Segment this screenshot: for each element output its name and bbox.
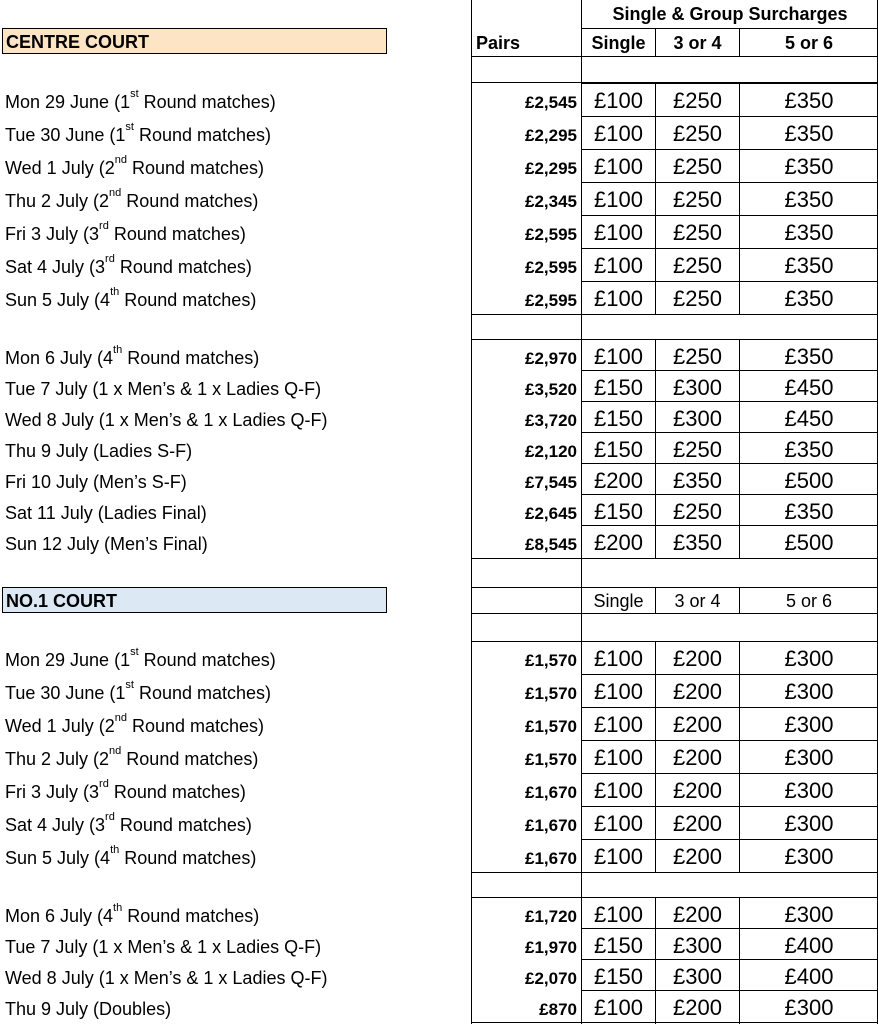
single-surcharge: £100 <box>594 286 643 311</box>
group-5-6-surcharge: £350 <box>784 437 834 462</box>
single-surcharge: £200 <box>594 468 643 493</box>
group-3-4-surcharge: £350 <box>673 530 722 555</box>
group-3-4-surcharge: £250 <box>673 154 722 179</box>
row-label <box>5 712 265 736</box>
pairs-price: £2,645 <box>525 504 577 523</box>
grid-line <box>582 641 878 642</box>
row-label-text: Sat 4 July (3 <box>5 257 106 277</box>
grid-line <box>582 494 878 495</box>
group-3-4-surcharge: £200 <box>673 811 722 836</box>
group-5-6-surcharge: £300 <box>784 646 834 671</box>
ordinal-suffix: th <box>110 844 120 856</box>
group-5-6-surcharge: £350 <box>784 253 834 278</box>
row-label-text: Wed 1 July (2 <box>5 716 115 736</box>
group-5-6-surcharge: £350 <box>784 121 834 146</box>
pairs-price: £2,345 <box>525 192 577 211</box>
pairs-price: £2,295 <box>525 126 577 145</box>
group-3-4-surcharge: £300 <box>673 964 722 989</box>
row-label-text: Fri 3 July (3 <box>5 224 100 244</box>
row-label-rest: Round matches) <box>138 650 276 670</box>
grid-line <box>582 432 878 433</box>
group-3-4-surcharge: £200 <box>673 902 722 927</box>
group-5-6-surcharge: £500 <box>784 530 834 555</box>
pairs-price: £2,970 <box>525 349 577 368</box>
group-3-4-surcharge: £250 <box>673 121 722 146</box>
grid-line <box>739 28 740 56</box>
group-5-6-surcharge: £500 <box>784 468 834 493</box>
row-label-rest: Round matches) <box>121 749 259 769</box>
grid-line <box>471 314 878 315</box>
ordinal-suffix: st <box>125 679 134 691</box>
pairs-price: £2,595 <box>525 225 577 244</box>
group-5-6-surcharge: £400 <box>784 933 834 958</box>
centre-court-header <box>2 28 387 54</box>
grid-line <box>471 587 878 588</box>
no1-court-title: NO.1 COURT <box>6 591 118 611</box>
grid-line <box>581 0 582 1024</box>
group-5-6-surcharge: £300 <box>784 745 834 770</box>
group-3-4-surcharge: £200 <box>673 712 722 737</box>
pairs-price: £2,295 <box>525 159 577 178</box>
group-5-6-surcharge: £350 <box>784 187 834 212</box>
pairs-column-header: Pairs <box>476 33 521 53</box>
grid-line <box>582 959 878 960</box>
pairs-price: £1,970 <box>525 938 577 957</box>
ordinal-suffix: th <box>110 286 120 298</box>
row-label <box>5 902 260 926</box>
grid-line <box>582 773 878 774</box>
row-label-text: Sun 5 July (4 <box>5 290 111 310</box>
group-3-4-surcharge: £250 <box>673 499 722 524</box>
single-surcharge: £100 <box>594 344 643 369</box>
group-3-4-surcharge: £200 <box>673 679 722 704</box>
ordinal-suffix: rd <box>105 811 115 823</box>
row-label-text: Mon 6 July (4 <box>5 906 114 926</box>
grid-line <box>655 587 656 613</box>
grid-line <box>582 215 878 216</box>
pairs-price: £2,595 <box>525 291 577 310</box>
group-3-4-surcharge: £200 <box>673 745 722 770</box>
group-5-6-surcharge: £350 <box>784 499 834 524</box>
row-label-rest: Round matches) <box>108 782 246 802</box>
row-label <box>5 968 327 988</box>
row-label-text: Thu 2 July (2 <box>5 749 110 769</box>
centre-court-title: CENTRE COURT <box>6 32 149 52</box>
ordinal-suffix: rd <box>99 778 109 790</box>
ordinal-suffix: nd <box>109 187 122 199</box>
pairs-price: £2,545 <box>525 93 577 112</box>
single-surcharge: £100 <box>594 88 643 113</box>
grid-line <box>582 740 878 741</box>
group-5-6-surcharge: £300 <box>784 902 834 927</box>
row-label <box>5 379 321 399</box>
pairs-price: £1,670 <box>525 849 577 868</box>
row-label <box>5 778 246 802</box>
pairs-price: £2,070 <box>525 969 577 988</box>
row-label-text: Sun 12 July (Men’s Final) <box>5 534 208 554</box>
no1-five-six-subheader: 5 or 6 <box>785 591 833 611</box>
group-3-4-surcharge: £200 <box>673 995 722 1020</box>
ordinal-suffix: th <box>113 902 123 914</box>
row-label-text: Tue 30 June (1 <box>5 125 126 145</box>
row-label <box>5 679 272 703</box>
row-label-text: Wed 8 July (1 x Men’s & 1 x Ladies Q-F) <box>5 410 328 430</box>
single-surcharge: £150 <box>594 437 643 462</box>
single-surcharge: £100 <box>594 646 643 671</box>
single-column-header: Single <box>591 33 646 53</box>
grid-line <box>655 83 656 314</box>
group-5-6-surcharge: £350 <box>784 154 834 179</box>
grid-line <box>655 28 656 56</box>
row-label-text: Tue 7 July (1 x Men’s & 1 x Ladies Q-F) <box>5 937 322 957</box>
group-5-6-surcharge: £300 <box>784 844 834 869</box>
pairs-price: £8,545 <box>525 535 577 554</box>
group-surcharge-header: Single & Group Surcharges <box>612 4 848 24</box>
row-label <box>5 121 272 145</box>
grid-line <box>582 674 878 675</box>
row-label-text: Thu 9 July (Doubles) <box>5 999 172 1019</box>
row-label-text: Thu 2 July (2 <box>5 191 110 211</box>
single-surcharge: £100 <box>594 902 643 927</box>
grid-line <box>582 928 878 929</box>
row-label-rest: Round matches) <box>122 348 260 368</box>
row-label-text: Thu 9 July (Ladies S-F) <box>5 441 193 461</box>
group-3-4-surcharge: £200 <box>673 844 722 869</box>
pairs-price: £1,670 <box>525 783 577 802</box>
group-3-4-surcharge: £200 <box>673 778 722 803</box>
grid-line <box>582 182 878 183</box>
single-surcharge: £100 <box>594 121 643 146</box>
group-3-4-surcharge: £300 <box>673 375 722 400</box>
group-3-4-surcharge: £300 <box>673 933 722 958</box>
row-label <box>5 154 265 178</box>
grid-line <box>471 613 878 614</box>
row-label <box>5 745 259 769</box>
grid-line <box>582 370 878 371</box>
single-surcharge: £100 <box>594 187 643 212</box>
grid-line <box>582 839 878 840</box>
grid-line <box>739 83 740 314</box>
grid-line <box>582 83 878 84</box>
group-3-4-surcharge: £250 <box>673 187 722 212</box>
row-label-text: Fri 10 July (Men’s S-F) <box>5 472 187 492</box>
pairs-price: £7,545 <box>525 473 577 492</box>
group-5-6-surcharge: £450 <box>784 406 834 431</box>
row-label-text: Wed 1 July (2 <box>5 158 115 178</box>
row-label-text: Mon 6 July (4 <box>5 348 114 368</box>
ordinal-suffix: nd <box>109 745 122 757</box>
grid-line <box>471 0 472 1024</box>
ordinal-suffix: st <box>125 121 134 133</box>
row-label <box>5 811 252 835</box>
row-label-text: Tue 30 June (1 <box>5 683 126 703</box>
single-surcharge: £100 <box>594 778 643 803</box>
pairs-price: £1,670 <box>525 816 577 835</box>
pairs-price: £1,570 <box>525 684 577 703</box>
row-label-text: Sat 11 July (Ladies Final) <box>5 503 207 523</box>
ordinal-suffix: nd <box>114 712 127 724</box>
single-surcharge: £100 <box>594 679 643 704</box>
no1-court-header <box>2 587 387 613</box>
row-label <box>5 844 257 868</box>
grid-line <box>582 339 878 340</box>
ordinal-suffix: st <box>130 88 139 100</box>
grid-line <box>582 990 878 991</box>
single-surcharge: £100 <box>594 811 643 836</box>
pairs-price: £1,570 <box>525 717 577 736</box>
group-5-6-surcharge: £300 <box>784 712 834 737</box>
pairs-price: £3,720 <box>525 411 577 430</box>
ordinal-suffix: rd <box>105 253 115 265</box>
row-label <box>5 286 257 310</box>
single-surcharge: £100 <box>594 154 643 179</box>
five-six-column-header: 5 or 6 <box>784 33 834 53</box>
group-5-6-surcharge: £450 <box>784 375 834 400</box>
group-5-6-surcharge: £300 <box>784 995 834 1020</box>
grid-line <box>582 248 878 249</box>
no1-single-subheader: Single <box>593 591 644 611</box>
single-surcharge: £100 <box>594 253 643 278</box>
row-label-rest: Round matches) <box>121 191 259 211</box>
grid-line <box>471 56 878 57</box>
single-surcharge: £100 <box>594 844 643 869</box>
row-label <box>5 503 207 523</box>
single-surcharge: £100 <box>594 745 643 770</box>
pairs-price: £1,570 <box>525 750 577 769</box>
grid-line <box>471 558 878 559</box>
row-label-rest: Round matches) <box>108 224 246 244</box>
row-label <box>5 999 171 1019</box>
grid-line <box>655 897 656 1024</box>
grid-line <box>582 525 878 526</box>
row-label <box>5 220 246 244</box>
row-label <box>5 441 192 461</box>
row-label <box>5 88 276 112</box>
grid-line <box>582 463 878 464</box>
single-surcharge: £150 <box>594 933 643 958</box>
grid-line <box>582 281 878 282</box>
single-surcharge: £150 <box>594 499 643 524</box>
row-label-text: Sun 5 July (4 <box>5 848 111 868</box>
group-3-4-surcharge: £250 <box>673 88 722 113</box>
group-3-4-surcharge: £250 <box>673 286 722 311</box>
row-label <box>5 344 260 368</box>
group-3-4-surcharge: £250 <box>673 437 722 462</box>
ordinal-suffix: st <box>130 646 139 658</box>
row-label <box>5 410 327 430</box>
pairs-price: £3,520 <box>525 380 577 399</box>
pairs-price: £2,120 <box>525 442 577 461</box>
grid-line <box>471 1022 878 1023</box>
grid-line <box>582 707 878 708</box>
grid-line <box>582 401 878 402</box>
pairs-price: £870 <box>539 1000 577 1019</box>
row-label-text: Sat 4 July (3 <box>5 815 106 835</box>
grid-line <box>739 587 740 613</box>
row-label-rest: Round matches) <box>114 815 252 835</box>
row-label-rest: Round matches) <box>126 158 265 178</box>
grid-line <box>582 806 878 807</box>
grid-line <box>739 897 740 1024</box>
row-label <box>5 534 208 554</box>
grid-line <box>655 641 656 872</box>
grid-line <box>582 897 878 898</box>
row-label <box>5 253 252 277</box>
group-5-6-surcharge: £300 <box>784 778 834 803</box>
group-5-6-surcharge: £350 <box>784 286 834 311</box>
group-5-6-surcharge: £350 <box>784 344 834 369</box>
row-label-text: Mon 29 June (1 <box>5 650 131 670</box>
group-5-6-surcharge: £400 <box>784 964 834 989</box>
group-5-6-surcharge: £350 <box>784 220 834 245</box>
row-label <box>5 187 259 211</box>
row-label-text: Fri 3 July (3 <box>5 782 100 802</box>
row-label <box>5 472 187 492</box>
ordinal-suffix: nd <box>114 154 127 166</box>
row-label-text: Wed 8 July (1 x Men’s & 1 x Ladies Q-F) <box>5 968 328 988</box>
pairs-price: £1,720 <box>525 907 577 926</box>
row-label-rest: Round matches) <box>114 257 252 277</box>
group-3-4-surcharge: £250 <box>673 220 722 245</box>
row-label-rest: Round matches) <box>126 716 265 736</box>
grid-line <box>582 149 878 150</box>
single-surcharge: £200 <box>594 530 643 555</box>
pairs-price: £2,595 <box>525 258 577 277</box>
single-surcharge: £100 <box>594 220 643 245</box>
single-surcharge: £150 <box>594 375 643 400</box>
group-3-4-surcharge: £350 <box>673 468 722 493</box>
group-5-6-surcharge: £300 <box>784 679 834 704</box>
row-label <box>5 646 276 670</box>
row-label <box>5 937 321 957</box>
row-label-rest: Round matches) <box>119 848 257 868</box>
ordinal-suffix: rd <box>99 220 109 232</box>
three-four-column-header: 3 or 4 <box>673 33 722 53</box>
grid-line <box>582 116 878 117</box>
single-surcharge: £150 <box>594 964 643 989</box>
grid-line <box>471 872 878 873</box>
row-label-rest: Round matches) <box>133 683 272 703</box>
group-3-4-surcharge: £300 <box>673 406 722 431</box>
row-label-rest: Round matches) <box>119 290 257 310</box>
pairs-price: £1,570 <box>525 651 577 670</box>
row-label-rest: Round matches) <box>122 906 260 926</box>
single-surcharge: £100 <box>594 712 643 737</box>
ordinal-suffix: th <box>113 344 123 356</box>
grid-line <box>582 28 878 29</box>
no1-three-four-subheader: 3 or 4 <box>674 591 721 611</box>
grid-line <box>739 641 740 872</box>
group-5-6-surcharge: £350 <box>784 88 834 113</box>
row-label-rest: Round matches) <box>133 125 272 145</box>
single-surcharge: £150 <box>594 406 643 431</box>
single-surcharge: £100 <box>594 995 643 1020</box>
row-label-text: Mon 29 June (1 <box>5 92 131 112</box>
group-3-4-surcharge: £200 <box>673 646 722 671</box>
group-5-6-surcharge: £300 <box>784 811 834 836</box>
row-label-text: Tue 7 July (1 x Men’s & 1 x Ladies Q-F) <box>5 379 322 399</box>
row-label-rest: Round matches) <box>138 92 276 112</box>
group-3-4-surcharge: £250 <box>673 344 722 369</box>
group-3-4-surcharge: £250 <box>673 253 722 278</box>
